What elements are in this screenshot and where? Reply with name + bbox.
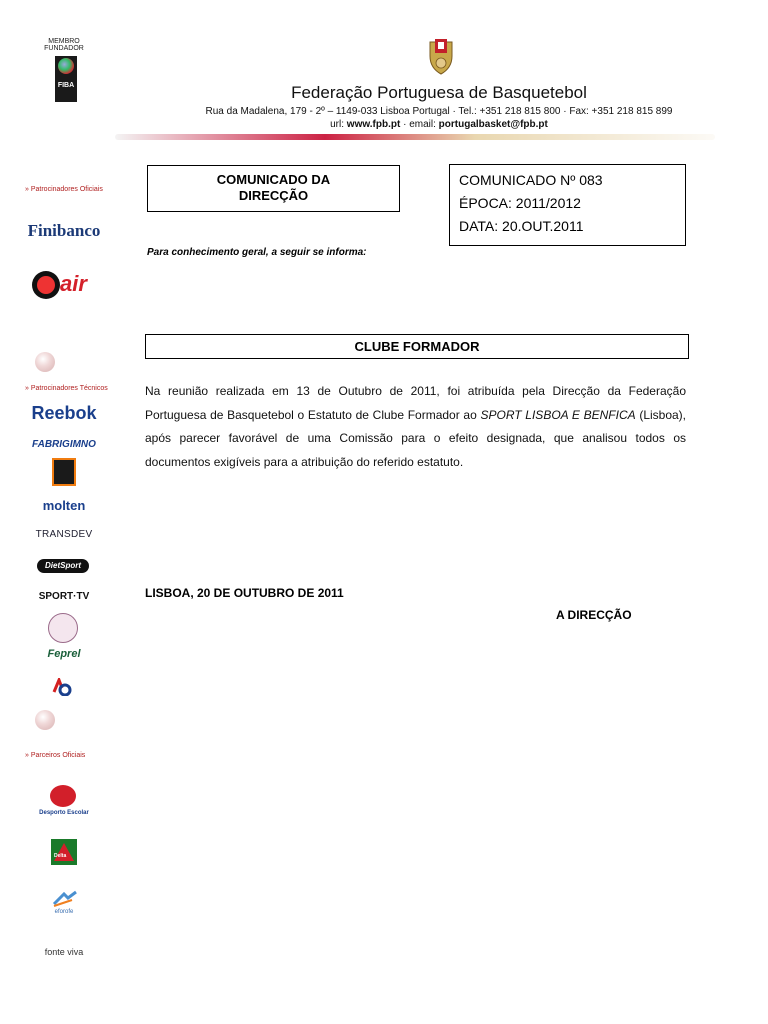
intro-text: Para conhecimento geral, a seguir se informa:: [147, 247, 367, 258]
comunicado-info-box: [449, 164, 686, 246]
sponsor-sporttv: SPORT·TV: [38, 591, 90, 602]
eforofe-logo-icon: [50, 890, 80, 908]
comunicado-title-line2: DIRECÇÃO: [238, 188, 309, 203]
section-title: CLUBE FORMADOR: [145, 334, 689, 359]
sponsor-air: air: [60, 271, 87, 296]
comunicado-number: COMUNICADO Nº 083: [459, 172, 603, 188]
federation-contacts: [0, 119, 768, 130]
patrocinadores-oficiais-label: » Patrocinadores Oficiais: [25, 186, 103, 193]
sponsor-seal-icon: [48, 613, 78, 643]
comunicado-epoca: ÉPOCA: 2011/2012: [459, 195, 581, 211]
place-date: LISBOA, 20 DE OUTUBRO DE 2011: [145, 586, 344, 600]
sponsor-k-logo-icon: [52, 458, 76, 486]
body-text-start: Na reunião realizada em 13 de Outubro de 2011, foi atribuída pela Direcção da Federação Portuguesa de Basquetebol o Estatuto de Clube Formador ao: [145, 384, 686, 422]
pearl-divider-icon: [35, 352, 55, 372]
partner-eforofe: eforofe: [54, 909, 74, 915]
club-name: SPORT LISBOA E BENFICA: [480, 407, 636, 422]
fiba-globe-icon: [58, 58, 74, 74]
body-text-end: (Lisboa), após parecer favorável de uma Comissão para o efeito designada, que analisou todos os documentos exigíveis para a atribuição do referido estatuto.: [145, 407, 687, 469]
sponsor-dietsport: DietSport: [37, 559, 89, 573]
body-paragraph: [145, 380, 686, 474]
sponsor-transdev: TRANSDEV: [35, 529, 93, 540]
sponsor-feprel: Feprel: [47, 648, 81, 660]
fpb-crest-icon: [424, 38, 458, 76]
email-link[interactable]: portugalbasket@fpb.pt: [438, 119, 548, 130]
comunicado-date: DATA: 20.OUT.2011: [459, 218, 584, 234]
email-label: · email:: [403, 119, 436, 130]
sponsor-fabrigimno: FABRIGIMNO: [32, 439, 96, 450]
partner-desporto-escolar: Desporto Escolar: [39, 810, 89, 816]
header-divider: [115, 134, 715, 140]
parceiros-oficiais-label: » Parceiros Oficiais: [25, 752, 86, 759]
membro-fundador-label: MEMBRO FUNDADOR: [44, 38, 84, 52]
website-link[interactable]: www.fpb.pt: [346, 119, 401, 130]
sponsor-reebok: Reebok: [31, 403, 97, 423]
partner-delta: Delta: [54, 853, 67, 859]
desporto-escolar-logo-icon: [50, 785, 76, 807]
sponsor-finibanco: Finibanco: [27, 221, 101, 240]
sponsor-molten: molten: [42, 498, 86, 513]
delta-logo-icon: [51, 839, 77, 865]
url-label: url:: [330, 119, 345, 130]
federation-address: Rua da Madalena, 179 - 2º – 1149-033 Lisboa Portugal · Tel.: +351 218 815 800 · Fax: +351 218 815 899: [205, 106, 673, 117]
partner-fonte-viva: fonte viva: [44, 947, 84, 957]
pearl-divider-icon-2: [35, 710, 55, 730]
patrocinadores-tecnicos-label: » Patrocinadores Técnicos: [25, 385, 108, 392]
sponsor-ao-logo-icon: [52, 678, 72, 696]
signature: A DIRECÇÃO: [556, 608, 632, 622]
comunicado-title-box: [147, 165, 400, 212]
sponsor-air-logo: [30, 268, 102, 302]
federation-name: Federação Portuguesa de Basquetebol: [291, 83, 587, 102]
comunicado-title-line1: COMUNICADO DA: [216, 172, 331, 187]
fiba-logo-text: FIBA: [57, 82, 75, 89]
